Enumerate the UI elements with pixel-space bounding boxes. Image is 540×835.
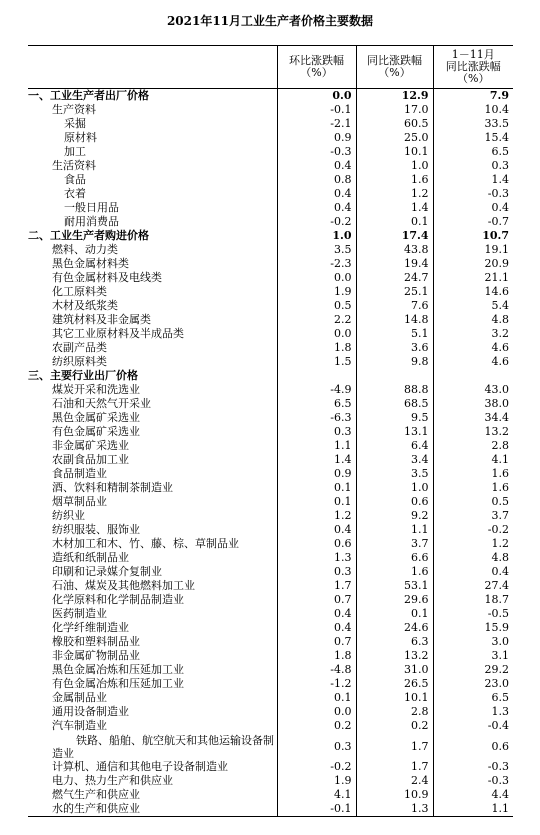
table-row: [28, 565, 513, 579]
ytd-yoy-value: 4.6: [433, 355, 513, 369]
table-row: [28, 89, 513, 104]
ytd-yoy-value: 7.9: [433, 89, 513, 104]
ytd-yoy-value: 2.8: [433, 439, 513, 453]
yoy-value: 1.6: [356, 565, 433, 579]
row-label: 生产资料: [52, 103, 96, 116]
mom-value: 0.7: [277, 635, 356, 649]
table-row: [28, 481, 513, 495]
ytd-yoy-value: -0.4: [433, 719, 513, 733]
mom-value: -0.1: [277, 103, 356, 117]
table-row: [28, 453, 513, 467]
table-row: [28, 397, 513, 411]
row-label: 计算机、通信和其他电子设备制造业: [52, 760, 228, 773]
table-row: [28, 705, 513, 719]
table-row: [28, 537, 513, 551]
table-row: [28, 733, 513, 760]
mom-value: -0.3: [277, 145, 356, 159]
yoy-value: 3.7: [356, 537, 433, 551]
mom-value: 1.1: [277, 439, 356, 453]
header-mom: 环比涨跌幅 （%）: [277, 46, 356, 89]
ytd-yoy-value: 18.7: [433, 593, 513, 607]
table-row: [28, 355, 513, 369]
ytd-yoy-value: 0.3: [433, 159, 513, 173]
yoy-value: 3.4: [356, 453, 433, 467]
mom-value: -1.2: [277, 677, 356, 691]
table-row: [28, 788, 513, 802]
yoy-value: 9.2: [356, 509, 433, 523]
mom-value: 0.1: [277, 691, 356, 705]
ytd-yoy-value: 0.4: [433, 201, 513, 215]
yoy-value: 13.2: [356, 649, 433, 663]
ytd-yoy-value: 19.1: [433, 243, 513, 257]
table-row: [28, 774, 513, 788]
table-row: [28, 439, 513, 453]
mom-value: 0.4: [277, 607, 356, 621]
ytd-yoy-value: 27.4: [433, 579, 513, 593]
yoy-value: 13.1: [356, 425, 433, 439]
row-label: 烟草制品业: [52, 495, 107, 508]
table-body: [28, 89, 513, 817]
mom-value: 2.2: [277, 313, 356, 327]
yoy-value: 12.9: [356, 89, 433, 104]
row-label: 印刷和记录媒介复制业: [52, 565, 162, 578]
table-row: [28, 649, 513, 663]
row-label: 生活资料: [52, 159, 96, 172]
table-row: [28, 509, 513, 523]
ytd-yoy-value: 3.0: [433, 635, 513, 649]
row-label: 煤炭开采和洗选业: [52, 383, 140, 396]
table-row: [28, 187, 513, 201]
ytd-yoy-value: 6.5: [433, 145, 513, 159]
mom-value: 0.4: [277, 621, 356, 635]
table-row: [28, 257, 513, 271]
yoy-value: [356, 369, 433, 383]
table-row: [28, 243, 513, 257]
mom-value: 1.7: [277, 579, 356, 593]
mom-value: 0.2: [277, 719, 356, 733]
yoy-value: 25.1: [356, 285, 433, 299]
mom-value: -4.9: [277, 383, 356, 397]
row-label: 燃气生产和供应业: [52, 788, 140, 801]
yoy-value: 0.6: [356, 495, 433, 509]
yoy-value: 0.2: [356, 719, 433, 733]
header-item: [28, 46, 277, 89]
table-row: [28, 691, 513, 705]
ytd-yoy-value: 20.9: [433, 257, 513, 271]
ytd-yoy-value: 10.7: [433, 229, 513, 243]
mom-value: 1.9: [277, 774, 356, 788]
yoy-value: 1.6: [356, 173, 433, 187]
ytd-yoy-value: 6.5: [433, 691, 513, 705]
yoy-value: 2.4: [356, 774, 433, 788]
yoy-value: 24.6: [356, 621, 433, 635]
yoy-value: 29.6: [356, 593, 433, 607]
yoy-value: 2.8: [356, 705, 433, 719]
table-row: [28, 271, 513, 285]
yoy-value: 19.4: [356, 257, 433, 271]
yoy-value: 26.5: [356, 677, 433, 691]
mom-value: -0.1: [277, 802, 356, 817]
table-header-row: [28, 46, 513, 89]
yoy-value: 25.0: [356, 131, 433, 145]
ytd-yoy-value: 0.5: [433, 495, 513, 509]
ytd-yoy-value: 34.4: [433, 411, 513, 425]
yoy-value: 6.6: [356, 551, 433, 565]
table-row: [28, 369, 513, 383]
yoy-value: 17.4: [356, 229, 433, 243]
yoy-value: 1.4: [356, 201, 433, 215]
ytd-yoy-value: 4.8: [433, 313, 513, 327]
yoy-value: 10.1: [356, 691, 433, 705]
row-label: 采掘: [64, 117, 86, 130]
table-row: [28, 145, 513, 159]
ytd-yoy-value: -0.3: [433, 187, 513, 201]
table-row: [28, 551, 513, 565]
yoy-value: 60.5: [356, 117, 433, 131]
ytd-yoy-value: 3.7: [433, 509, 513, 523]
row-label: 原材料: [64, 131, 97, 144]
ytd-yoy-value: 4.1: [433, 453, 513, 467]
mom-value: 0.9: [277, 467, 356, 481]
table-row: [28, 117, 513, 131]
ytd-yoy-value: 3.1: [433, 649, 513, 663]
yoy-value: 9.5: [356, 411, 433, 425]
row-label: 其它工业原材料及半成品类: [52, 327, 184, 340]
mom-value: 0.7: [277, 593, 356, 607]
table-row: [28, 607, 513, 621]
table-row: [28, 131, 513, 145]
yoy-value: 14.8: [356, 313, 433, 327]
mom-value: -2.1: [277, 117, 356, 131]
row-label: 有色金属矿采选业: [52, 425, 140, 438]
mom-value: 0.6: [277, 537, 356, 551]
ytd-yoy-value: 3.2: [433, 327, 513, 341]
mom-value: 0.8: [277, 173, 356, 187]
ytd-yoy-value: 13.2: [433, 425, 513, 439]
ytd-yoy-value: 43.0: [433, 383, 513, 397]
price-data-table: [28, 45, 513, 817]
table-row: [28, 802, 513, 817]
mom-value: 0.3: [277, 425, 356, 439]
mom-value: 0.3: [277, 733, 356, 760]
mom-value: 0.1: [277, 495, 356, 509]
row-label: 耐用消费品: [64, 215, 119, 228]
yoy-value: 24.7: [356, 271, 433, 285]
row-label: 建筑材料及非金属类: [52, 313, 151, 326]
row-label: 食品制造业: [52, 467, 107, 480]
row-label: 农副食品加工业: [52, 453, 129, 466]
ytd-yoy-value: 15.4: [433, 131, 513, 145]
ytd-yoy-value: 1.3: [433, 705, 513, 719]
mom-value: 0.3: [277, 565, 356, 579]
row-label: 衣着: [64, 187, 86, 200]
mom-value: 0.0: [277, 271, 356, 285]
table-row: [28, 215, 513, 229]
row-label: 有色金属材料及电线类: [52, 271, 162, 284]
yoy-value: 10.9: [356, 788, 433, 802]
row-label: 铁路、船舶、航空航天和其他运输设备制造业: [52, 733, 274, 760]
mom-value: 1.8: [277, 649, 356, 663]
row-label: 农副产品类: [52, 341, 107, 354]
table-row: [28, 299, 513, 313]
table-row: [28, 383, 513, 397]
table-row: [28, 159, 513, 173]
row-label: 黑色金属材料类: [52, 257, 129, 270]
mom-value: -2.3: [277, 257, 356, 271]
yoy-value: 5.1: [356, 327, 433, 341]
row-label: 非金属矿物制品业: [52, 649, 140, 662]
mom-value: 0.5: [277, 299, 356, 313]
row-label: 二、工业生产者购进价格: [28, 229, 149, 242]
row-label: 石油、煤炭及其他燃料加工业: [52, 579, 195, 592]
yoy-value: 17.0: [356, 103, 433, 117]
ytd-yoy-value: 5.4: [433, 299, 513, 313]
yoy-value: 53.1: [356, 579, 433, 593]
yoy-value: 6.4: [356, 439, 433, 453]
table-row: [28, 677, 513, 691]
mom-value: -4.8: [277, 663, 356, 677]
table-row: [28, 635, 513, 649]
row-label: 纺织原料类: [52, 355, 107, 368]
table-row: [28, 313, 513, 327]
table-row: [28, 467, 513, 481]
yoy-value: 1.1: [356, 523, 433, 537]
ytd-yoy-value: 1.2: [433, 537, 513, 551]
mom-value: [277, 369, 356, 383]
table-row: [28, 579, 513, 593]
yoy-value: 88.8: [356, 383, 433, 397]
table-row: [28, 523, 513, 537]
ytd-yoy-value: 23.0: [433, 677, 513, 691]
row-label: 加工: [64, 145, 86, 158]
ytd-yoy-value: -0.5: [433, 607, 513, 621]
mom-value: 1.3: [277, 551, 356, 565]
mom-value: 6.5: [277, 397, 356, 411]
mom-value: -6.3: [277, 411, 356, 425]
yoy-value: 1.7: [356, 733, 433, 760]
ytd-yoy-value: 0.4: [433, 565, 513, 579]
row-label: 汽车制造业: [52, 719, 107, 732]
row-label: 黑色金属冶炼和压延加工业: [52, 663, 184, 676]
mom-value: 0.4: [277, 201, 356, 215]
yoy-value: 6.3: [356, 635, 433, 649]
mom-value: 0.1: [277, 481, 356, 495]
mom-value: 1.5: [277, 355, 356, 369]
ytd-yoy-value: 4.6: [433, 341, 513, 355]
table-row: [28, 495, 513, 509]
mom-value: 1.0: [277, 229, 356, 243]
table-row: [28, 663, 513, 677]
row-label: 木材加工和木、竹、藤、棕、草制品业: [52, 537, 239, 550]
table-row: [28, 173, 513, 187]
row-label: 水的生产和供应业: [28, 802, 277, 817]
row-label: 三、主要行业出厂价格: [28, 369, 138, 382]
ytd-yoy-value: 1.6: [433, 467, 513, 481]
yoy-value: 1.0: [356, 159, 433, 173]
mom-value: -0.2: [277, 760, 356, 774]
row-label: 电力、热力生产和供应业: [52, 774, 173, 787]
yoy-value: 3.6: [356, 341, 433, 355]
yoy-value: 10.1: [356, 145, 433, 159]
ytd-yoy-value: -0.2: [433, 523, 513, 537]
table-row: [28, 341, 513, 355]
row-label: 食品: [64, 173, 86, 186]
row-label: 有色金属冶炼和压延加工业: [52, 677, 184, 690]
row-label: 医药制造业: [52, 607, 107, 620]
mom-value: 0.0: [277, 705, 356, 719]
table-row: [28, 327, 513, 341]
ytd-yoy-value: -0.3: [433, 774, 513, 788]
row-label: 石油和天然气开采业: [52, 397, 151, 410]
row-label: 化工原料类: [52, 285, 107, 298]
mom-value: 0.0: [277, 327, 356, 341]
yoy-value: 43.8: [356, 243, 433, 257]
ytd-yoy-value: 1.1: [433, 802, 513, 817]
table-row: [28, 229, 513, 243]
table-row: [28, 411, 513, 425]
table-row: [28, 425, 513, 439]
yoy-value: 1.0: [356, 481, 433, 495]
ytd-yoy-value: 10.4: [433, 103, 513, 117]
ytd-yoy-value: 4.8: [433, 551, 513, 565]
yoy-value: 3.5: [356, 467, 433, 481]
row-label: 一、工业生产者出厂价格: [28, 89, 149, 102]
yoy-value: 7.6: [356, 299, 433, 313]
row-label: 通用设备制造业: [52, 705, 129, 718]
ytd-yoy-value: 4.4: [433, 788, 513, 802]
yoy-value: 31.0: [356, 663, 433, 677]
mom-value: 4.1: [277, 788, 356, 802]
ytd-yoy-value: 1.4: [433, 173, 513, 187]
ytd-yoy-value: -0.7: [433, 215, 513, 229]
ytd-yoy-value: 29.2: [433, 663, 513, 677]
row-label: 橡胶和塑料制品业: [52, 635, 140, 648]
table-row: [28, 103, 513, 117]
row-label: 造纸和纸制品业: [52, 551, 129, 564]
yoy-value: 1.2: [356, 187, 433, 201]
mom-value: 1.4: [277, 453, 356, 467]
ytd-yoy-value: 14.6: [433, 285, 513, 299]
table-row: [28, 719, 513, 733]
header-yoy: 同比涨跌幅 （%）: [356, 46, 433, 89]
row-label: 木材及纸浆类: [52, 299, 118, 312]
table-row: [28, 285, 513, 299]
ytd-yoy-value: 0.6: [433, 733, 513, 760]
ytd-yoy-value: 1.6: [433, 481, 513, 495]
header-ytd-yoy: 1－11月 同比涨跌幅 （%）: [433, 46, 513, 89]
mom-value: 1.8: [277, 341, 356, 355]
row-label: 非金属矿采选业: [52, 439, 129, 452]
yoy-value: 0.1: [356, 607, 433, 621]
row-label: 燃料、动力类: [52, 243, 118, 256]
table-row: [28, 760, 513, 774]
row-label: 酒、饮料和精制茶制造业: [52, 481, 173, 494]
yoy-value: 68.5: [356, 397, 433, 411]
yoy-value: 1.7: [356, 760, 433, 774]
page-title: 2021年11月工业生产者价格主要数据: [166, 14, 374, 28]
mom-value: 0.0: [277, 89, 356, 104]
row-label: 纺织业: [52, 509, 85, 522]
ytd-yoy-value: 21.1: [433, 271, 513, 285]
table-row: [28, 621, 513, 635]
yoy-value: 0.1: [356, 215, 433, 229]
row-label: 金属制品业: [52, 691, 107, 704]
ytd-yoy-value: 15.9: [433, 621, 513, 635]
table-row: [28, 593, 513, 607]
row-label: 化学纤维制造业: [52, 621, 129, 634]
mom-value: 1.2: [277, 509, 356, 523]
ytd-yoy-value: [433, 369, 513, 383]
mom-value: 0.4: [277, 187, 356, 201]
yoy-value: 9.8: [356, 355, 433, 369]
row-label: 化学原料和化学制品制造业: [52, 593, 184, 606]
table-row: [28, 201, 513, 215]
ytd-yoy-value: -0.3: [433, 760, 513, 774]
mom-value: 3.5: [277, 243, 356, 257]
ytd-yoy-value: 38.0: [433, 397, 513, 411]
row-label: 一般日用品: [64, 201, 119, 214]
ytd-yoy-value: 33.5: [433, 117, 513, 131]
row-label: 纺织服装、服饰业: [52, 523, 140, 536]
mom-value: -0.2: [277, 215, 356, 229]
yoy-value: 1.3: [356, 802, 433, 817]
mom-value: 0.9: [277, 131, 356, 145]
mom-value: 1.9: [277, 285, 356, 299]
mom-value: 0.4: [277, 523, 356, 537]
row-label: 黑色金属矿采选业: [52, 411, 140, 424]
mom-value: 0.4: [277, 159, 356, 173]
